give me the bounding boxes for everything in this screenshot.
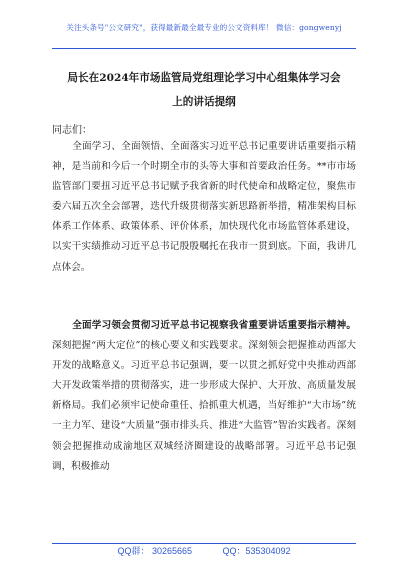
footer-qq: QQ：535304092 xyxy=(222,546,291,556)
document-title xyxy=(52,66,356,114)
header-notice: 关注头条号"公文研究"，获得最新最全最专业的公文资料库！ 微信：gongwenyj xyxy=(66,23,342,32)
footer-qq-group: QQ群： 30265665 xyxy=(117,546,192,556)
paragraph-section-one xyxy=(52,316,356,477)
page-footer xyxy=(0,544,408,557)
section-body: 深刻把握“两大定位”的核心要义和实践要求。深刻领会把握推动西部大开发的战略意义。习近平总书记强调，要一以贯之抓好党中央推动西部大开发政策举措的贯彻落实，进一步形成大保护、大开放、高质量发展新格局。我们必须牢记使命重任、拾抓重大机遇，当好维护“大市场”统一主力军、建设“大质量”强市排头兵、推进“大监管”智治实践者。深刻领会把握推动成渝地区双城经济圈建设的战略部署。习近平总书记强调，积极推动 xyxy=(52,340,356,472)
page-header xyxy=(0,0,408,50)
header-divider xyxy=(52,48,356,49)
greeting: 同志们： xyxy=(52,125,92,136)
paragraph-intro xyxy=(52,137,356,278)
title-line-2: 上的讲话提纲 xyxy=(172,96,236,108)
section-heading: 全面学习领会贯彻习近平总书记视察我省重要讲话重要指示精神。 xyxy=(72,320,356,331)
title-line-1: 局长在2024年市场监管局党组理论学习中心组集体学习会 xyxy=(67,72,341,84)
paragraph-intro-text: 全面学习、全面领悟、全面落实习近平总书记重要讲话重要指示精神，是当前和今后一个时期全市的头等大事和首要政治任务。**市市场监管部门要扭习近平总书记赋予我省新的时代使命和战略定位，聚焦市委六届五次全会部署，迭代升级贯彻落实新思路新举措，精准架构目标体系工作体系、政策体系、评价体系，加快现代化市场监管体系建设，以实干实绩推动习近平总书记殷殷嘱托在我市一贯到底。下面，我讲几点体会。 xyxy=(52,141,356,273)
